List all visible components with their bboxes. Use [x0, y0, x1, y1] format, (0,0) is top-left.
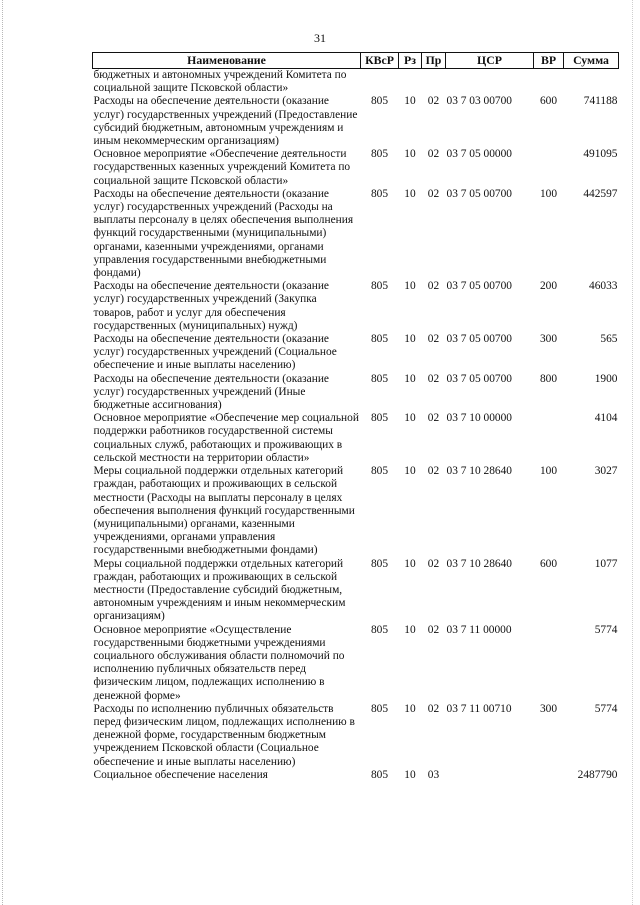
row-vr: 600 — [539, 557, 558, 570]
row-name: Основное мероприятие «Осуществление государственными бюджетными учреждениями социального обслуживания области полномочий по исполнению публичных обязательств перед физическим лицом, подлежащих исполнению в денежной форме» — [93, 623, 345, 702]
row-sum: 4104 — [594, 412, 618, 425]
row-vr — [534, 69, 564, 96]
row-pr: 02 — [427, 623, 440, 636]
table-row — [93, 148, 619, 188]
row-name: Расходы по исполнению публичных обязательств перед физическим лицом, подлежащих исполнению в денежной форме, государственным бюджетным учреждением Псковской области (Социальное обеспечение и иные выплаты населению) — [93, 702, 355, 768]
row-pr: 03 — [427, 768, 440, 781]
row-rz: 10 — [404, 465, 416, 478]
row-vr: 200 — [539, 280, 558, 293]
row-sum: 2487790 — [577, 768, 618, 781]
row-vr: 300 — [539, 333, 558, 346]
row-csr: 03 7 05 00000 — [446, 148, 512, 161]
header-kvsr: КВсР — [361, 53, 399, 69]
row-name: Меры социальной поддержки отдельных категорий граждан, работающих и проживающих в сельской местности (Расходы на выплаты персоналу в целях обеспечения выполнения функций государственными (муниципальными) органами, казенными учреждениями, органами управления государственными внебюджетными фондами) — [93, 465, 355, 557]
header-vr: ВР — [534, 53, 564, 69]
row-name: Меры социальной поддержки отдельных категорий граждан, работающих и проживающих в сельской местности (Предоставление субсидий бюджетным, автономным учреждениям и иным некоммерческим организациям) — [93, 557, 346, 623]
row-pr: 02 — [427, 148, 440, 161]
table-row — [93, 373, 619, 413]
row-vr: 800 — [539, 372, 558, 385]
row-sum: 741188 — [583, 95, 618, 108]
row-name: Основное мероприятие «Обеспечение деятельности государственных казенных учреждений Комитета по социальной защите Псковской области» — [93, 148, 351, 187]
row-pr: 02 — [427, 187, 440, 200]
row-sum: 1900 — [594, 372, 618, 385]
row-pr: 02 — [427, 465, 440, 478]
row-vr: 600 — [539, 95, 558, 108]
header-sum: Сумма — [564, 53, 619, 69]
row-csr: 03 7 05 00700 — [446, 333, 512, 346]
row-rz: 10 — [404, 148, 416, 161]
header-csr: ЦСР — [446, 53, 534, 69]
row-name: Расходы на обеспечение деятельности (оказание услуг) государственных учреждений (Закупка товаров, работ и услуг для обеспечения государственных (муниципальных) нужд) — [93, 280, 329, 332]
table-header-row — [93, 53, 619, 69]
table-body — [93, 69, 619, 782]
row-rz: 10 — [404, 280, 416, 293]
row-csr: 03 7 05 00700 — [446, 187, 512, 200]
row-csr: 03 7 10 28640 — [446, 465, 512, 478]
row-vr: 100 — [539, 187, 558, 200]
row-csr: 03 7 10 28640 — [446, 557, 512, 570]
row-pr: 02 — [427, 333, 440, 346]
table-row — [93, 95, 619, 148]
row-pr: 02 — [427, 372, 440, 385]
row-kvsr: 805 — [370, 187, 389, 200]
row-pr: 02 — [427, 280, 440, 293]
row-sum: 46033 — [589, 280, 618, 293]
scan-right-edge — [632, 0, 634, 905]
page-number: 31 — [314, 31, 326, 45]
row-rz: 10 — [404, 557, 416, 570]
row-vr: 100 — [539, 465, 558, 478]
row-vr — [534, 769, 564, 782]
row-vr — [534, 412, 564, 465]
row-rz: 10 — [404, 412, 416, 425]
row-csr: 03 7 05 00700 — [446, 280, 512, 293]
row-kvsr: 805 — [370, 412, 389, 425]
row-rz: 10 — [404, 768, 416, 781]
table-row — [93, 769, 619, 782]
row-rz: 10 — [404, 333, 416, 346]
row-kvsr: 805 — [370, 372, 389, 385]
row-csr: 03 7 11 00710 — [446, 702, 512, 715]
row-sum — [564, 69, 619, 96]
header-pr: Пр — [422, 53, 446, 69]
row-kvsr: 805 — [370, 280, 389, 293]
table-row — [93, 703, 619, 769]
row-kvsr: 805 — [370, 465, 389, 478]
table-row — [93, 280, 619, 333]
budget-table — [92, 52, 619, 782]
row-pr — [422, 69, 446, 96]
row-sum: 5774 — [594, 702, 618, 715]
row-rz — [399, 69, 422, 96]
scan-left-edge — [2, 0, 4, 905]
row-csr — [446, 769, 534, 782]
table-row — [93, 188, 619, 280]
row-csr: 03 7 10 00000 — [446, 412, 512, 425]
row-kvsr: 805 — [370, 95, 389, 108]
row-name: Расходы на обеспечение деятельности (оказание услуг) государственных учреждений (Расходы на выплаты персоналу в целях обеспечения выполнения функций государственными (муниципальными) органами, казенными учреждениями, органами управления государственными внебюджетными фондами) — [93, 187, 354, 280]
table-row — [93, 333, 619, 373]
row-vr — [534, 624, 564, 703]
row-name: Социальное обеспечение населения — [93, 768, 268, 781]
table-row — [93, 624, 619, 703]
row-name: бюджетных и автономных учреждений Комитета по социальной защите Псковской области» — [93, 69, 347, 95]
row-sum: 442597 — [583, 187, 618, 200]
row-csr: 03 7 03 00700 — [446, 95, 512, 108]
row-name: Расходы на обеспечение деятельности (оказание услуг) государственных учреждений (Предоставление субсидий бюджетным, автономным учреждениям и иным некоммерческим организациям) — [93, 95, 358, 148]
header-rz: Рз — [399, 53, 422, 69]
table-row — [93, 558, 619, 624]
row-sum: 1077 — [594, 557, 618, 570]
row-rz: 10 — [404, 187, 416, 200]
row-pr: 02 — [427, 95, 440, 108]
row-name: Расходы на обеспечение деятельности (оказание услуг) государственных учреждений (Социальное обеспечение и иные выплаты населению) — [93, 333, 337, 372]
row-csr: 03 7 05 00700 — [446, 372, 512, 385]
row-kvsr: 805 — [370, 333, 389, 346]
row-kvsr: 805 — [370, 768, 389, 781]
row-pr: 02 — [427, 702, 440, 715]
table-row — [93, 69, 619, 96]
table-row — [93, 465, 619, 557]
row-pr: 02 — [427, 557, 440, 570]
row-kvsr: 805 — [370, 148, 389, 161]
row-kvsr: 805 — [370, 623, 389, 636]
row-name: Основное мероприятие «Обеспечение мер социальной поддержки работников государственной системы социальных служб, работающих и проживающих в сельской местности на территории области» — [93, 412, 359, 464]
row-rz: 10 — [404, 95, 416, 108]
row-kvsr: 805 — [370, 702, 389, 715]
row-rz: 10 — [404, 702, 416, 715]
row-sum: 491095 — [583, 148, 618, 161]
row-sum: 565 — [600, 333, 618, 346]
row-vr — [534, 148, 564, 188]
row-rz: 10 — [404, 372, 416, 385]
row-csr: 03 7 11 00000 — [446, 623, 512, 636]
table-row — [93, 412, 619, 465]
header-name: Наименование — [93, 53, 361, 69]
row-vr: 300 — [539, 702, 558, 715]
row-kvsr — [361, 69, 399, 96]
row-sum: 5774 — [594, 623, 618, 636]
row-pr: 02 — [427, 412, 440, 425]
row-name: Расходы на обеспечение деятельности (оказание услуг) государственных учреждений (Иные бюджетные ассигнования) — [93, 372, 329, 412]
row-sum: 3027 — [594, 465, 618, 478]
row-rz: 10 — [404, 623, 416, 636]
row-csr — [446, 69, 534, 96]
row-kvsr: 805 — [370, 557, 389, 570]
